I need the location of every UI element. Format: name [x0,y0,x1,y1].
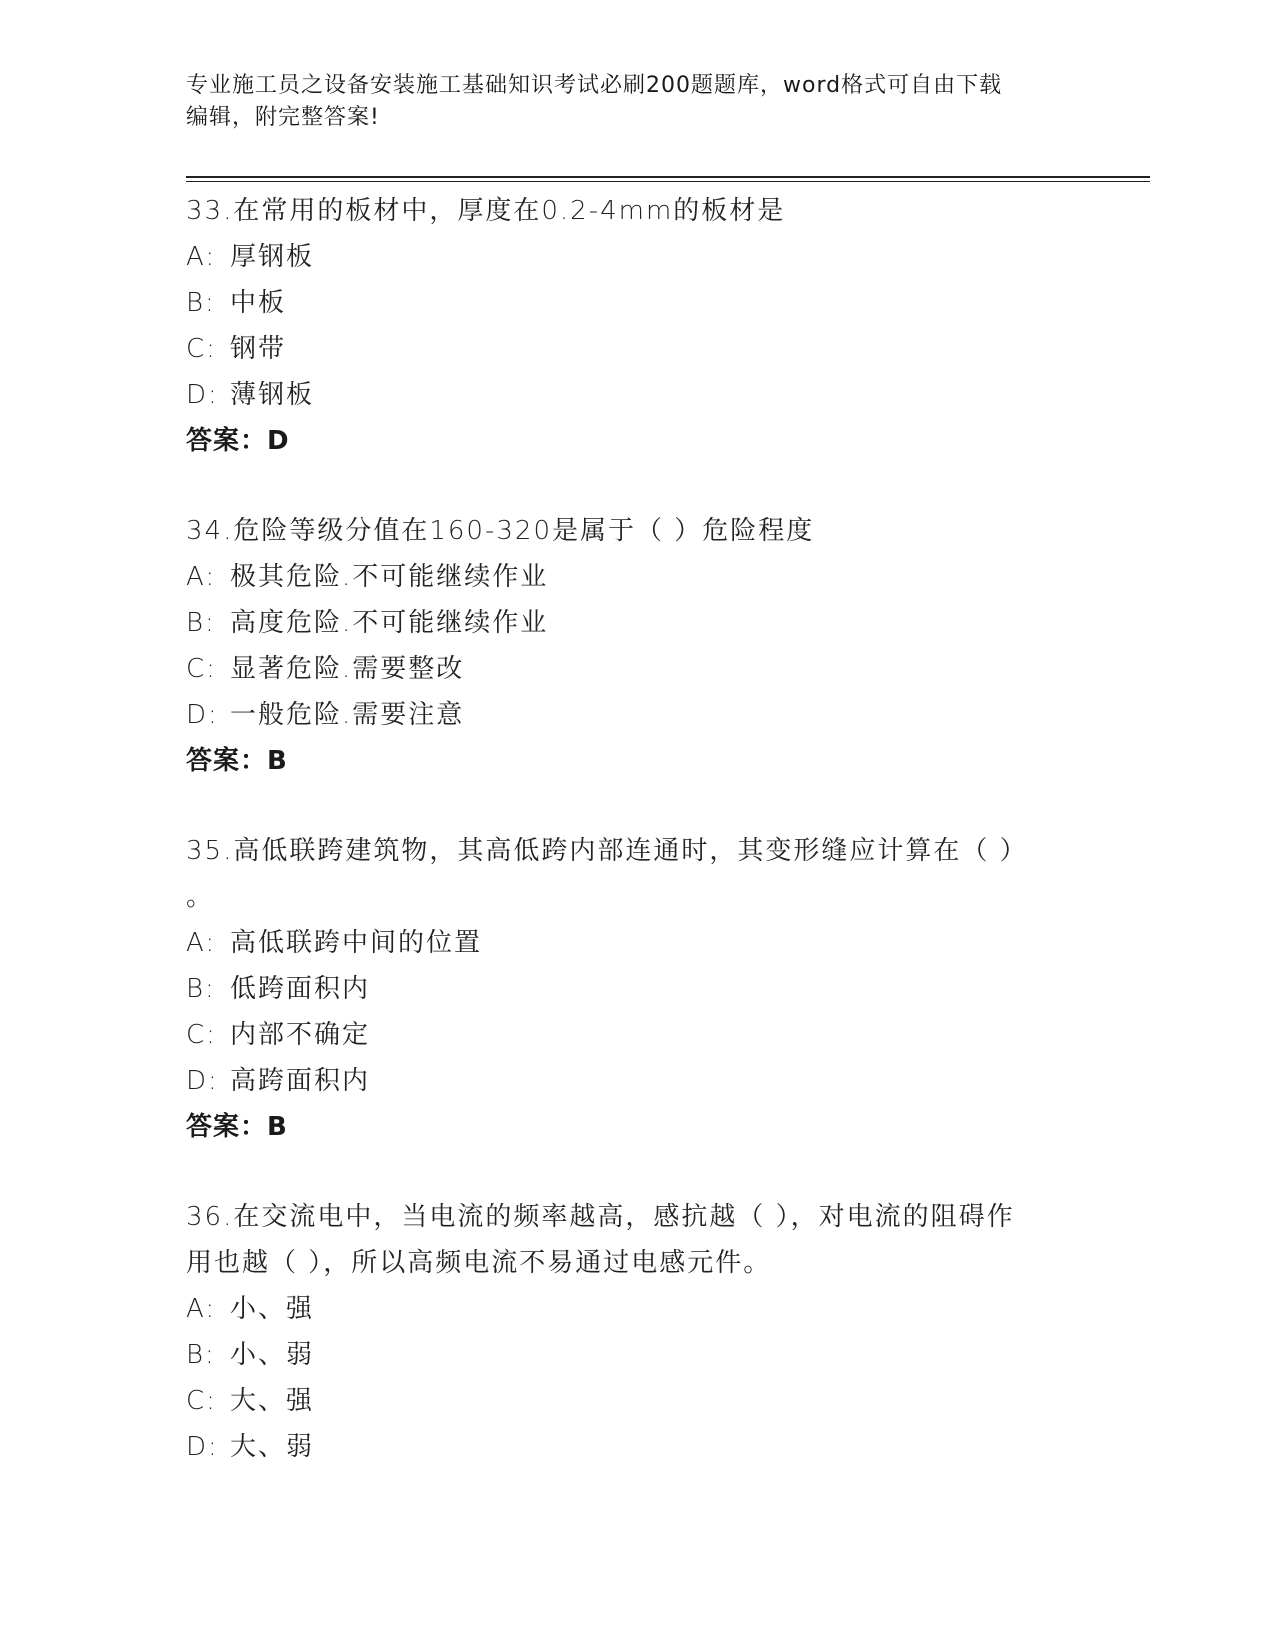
question-34 [186,508,1086,784]
option-key: B: [186,608,216,638]
page-header [186,70,1086,134]
option-a [186,1286,1086,1332]
option-text: 显著危险.需要整改 [230,654,465,684]
option-key: B: [186,288,216,318]
header-divider [186,176,1150,178]
question-stem-line-1: 35.高低联跨建筑物，其高低跨内部连通时，其变形缝应计算在（ ） [186,836,1028,866]
option-c [186,1378,1086,1424]
answer-label: 答案：B [186,1112,288,1142]
option-key: D: [186,380,219,410]
question-list [186,188,1086,1514]
option-text: 一般危险.需要注意 [230,700,465,730]
option-text: 中板 [230,288,287,318]
header-line-1: 专业施工员之设备安装施工基础知识考试必刷200题题库，word格式可自由下载 [186,73,1003,98]
question-stem: 34.危险等级分值在160-320是属于（ ）危险程度 [186,516,815,546]
answer-label: 答案：D [186,426,290,456]
question-stem-line-1: 36.在交流电中，当电流的频率越高，感抗越（ ），对电流的阻碍作 [186,1202,1015,1232]
option-text: 高度危险.不可能继续作业 [230,608,549,638]
option-b [186,280,1086,326]
option-text: 大、弱 [230,1432,315,1462]
option-c [186,1012,1086,1058]
option-text: 小、弱 [230,1340,315,1370]
option-text: 厚钢板 [230,242,315,272]
question-stem: 33.在常用的板材中，厚度在0.2-4mm的板材是 [186,196,786,226]
option-b [186,966,1086,1012]
option-key: A: [186,562,217,592]
option-a [186,234,1086,280]
option-c [186,646,1086,692]
option-d [186,372,1086,418]
option-a [186,554,1086,600]
option-d [186,1058,1086,1104]
question-stem-line-2: 用也越（ ），所以高频电流不易通过电感元件。 [186,1248,772,1278]
option-key: C: [186,1020,217,1050]
option-text: 钢带 [230,334,287,364]
option-key: A: [186,242,217,272]
question-33 [186,188,1086,464]
option-d [186,1424,1086,1470]
option-key: C: [186,334,217,364]
option-key: C: [186,1386,217,1416]
option-text: 薄钢板 [230,380,315,410]
option-text: 低跨面积内 [230,974,371,1004]
option-a [186,920,1086,966]
option-b [186,1332,1086,1378]
option-key: D: [186,700,219,730]
option-key: A: [186,928,217,958]
option-b [186,600,1086,646]
option-key: A: [186,1294,217,1324]
question-36 [186,1194,1086,1470]
option-c [186,326,1086,372]
option-key: B: [186,974,216,1004]
option-key: D: [186,1066,219,1096]
header-line-2: 编辑，附完整答案! [186,105,380,130]
question-35 [186,828,1086,1150]
option-text: 大、强 [230,1386,315,1416]
option-text: 小、强 [230,1294,315,1324]
answer-label: 答案：B [186,746,288,776]
option-text: 高跨面积内 [230,1066,371,1096]
option-text: 内部不确定 [230,1020,371,1050]
question-stem-line-2: 。 [186,882,215,912]
option-key: D: [186,1432,219,1462]
option-key: C: [186,654,217,684]
option-text: 极其危险.不可能继续作业 [230,562,549,592]
option-text: 高低联跨中间的位置 [230,928,483,958]
option-d [186,692,1086,738]
option-key: B: [186,1340,216,1370]
